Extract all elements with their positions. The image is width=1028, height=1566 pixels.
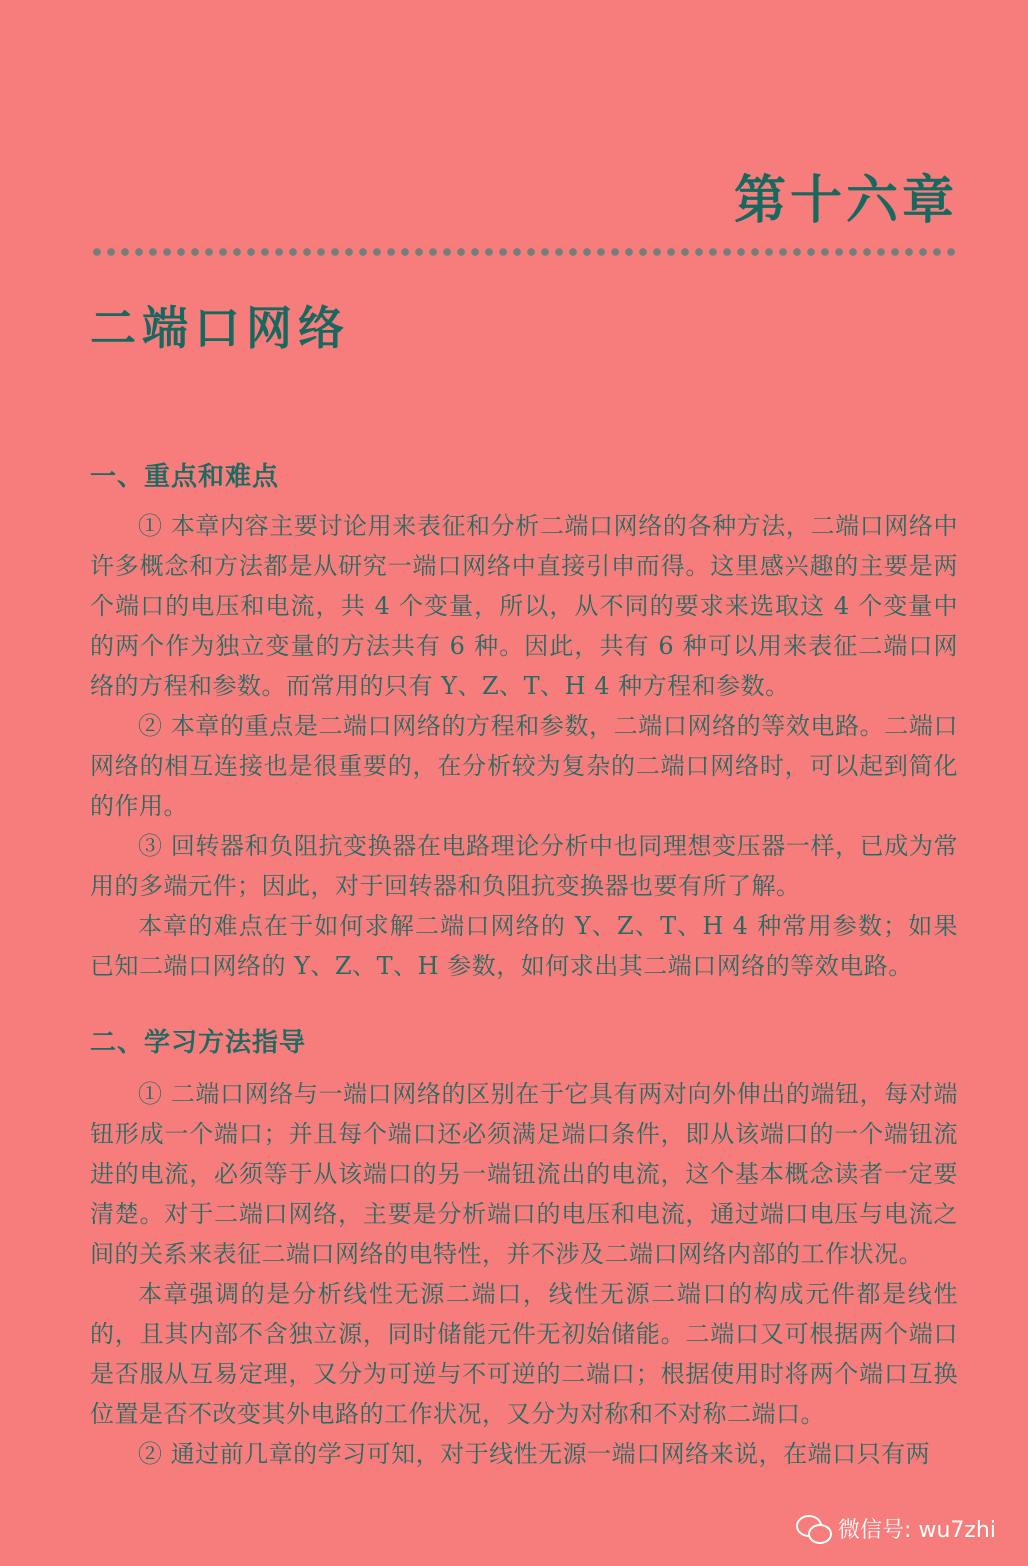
section-body-study-methods — [90, 1074, 958, 1474]
decorative-dotted-rule — [90, 248, 958, 256]
paragraph: ③ 回转器和负阻抗变换器在电路理论分析中也同理想变压器一样，已成为常用的多端元件；因此，对于回转器和负阻抗变换器也要有所了解。 — [90, 832, 958, 900]
section-heading-study-methods: 二、学习方法指导 — [90, 1028, 307, 1058]
paragraph: ② 通过前几章的学习可知，对于线性无源一端口网络来说，在端口只有两 — [138, 1440, 931, 1468]
section-body-key-points — [90, 506, 958, 986]
chapter-label: 第十六章 — [733, 170, 958, 231]
watermark-text: 微信号: wu7zhi — [838, 1518, 996, 1543]
paragraph: 本章强调的是分析线性无源二端口，线性无源二端口的构成元件都是线性的，且其内部不含独立源，同时储能元件无初始储能。二端口又可根据两个端口是否服从互易定理，又分为可逆与不可逆的二端口；根据使用时将两个端口互换位置是否不改变其外电路的工作状况，又分为对称和不对称二端口。 — [90, 1280, 958, 1428]
section-heading-key-points: 一、重点和难点 — [90, 462, 280, 492]
paragraph: ① 二端口网络与一端口网络的区别在于它具有两对向外伸出的端钮，每对端钮形成一个端口；并且每个端口还必须满足端口条件，即从该端口的一个端钮流进的电流，必须等于从该端口的另一端钮流出的电流，这个基本概念读者一定要清楚。对于二端口网络，主要是分析端口的电压和电流，通过端口电压与电流之间的关系来表征二端口网络的电特性，并不涉及二端口网络内部的工作状况。 — [90, 1080, 958, 1268]
chapter-title: 二端口网络 — [90, 301, 350, 355]
paragraph: ① 本章内容主要讨论用来表征和分析二端口网络的各种方法，二端口网络中许多概念和方法都是从研究一端口网络中直接引申而得。这里感兴趣的主要是两个端口的电压和电流，共 4 个变量，所以，从不同的要求来选取这 4 个变量中的两个作为独立变量的方法共有 6 种。因此，共有 6 种可以用来表征二端口网络的方程和参数。而常用的只有 Y、Z、T、H 4 种方程和参数。 — [90, 512, 958, 700]
wechat-watermark — [796, 1513, 996, 1544]
paragraph: 本章的难点在于如何求解二端口网络的 Y、Z、T、H 4 种常用参数；如果已知二端口网络的 Y、Z、T、H 参数，如何求出其二端口网络的等效电路。 — [90, 912, 958, 980]
paragraph: ② 本章的重点是二端口网络的方程和参数，二端口网络的等效电路。二端口网络的相互连接也是很重要的，在分析较为复杂的二端口网络时，可以起到简化的作用。 — [90, 712, 958, 820]
wechat-icon — [796, 1515, 830, 1543]
